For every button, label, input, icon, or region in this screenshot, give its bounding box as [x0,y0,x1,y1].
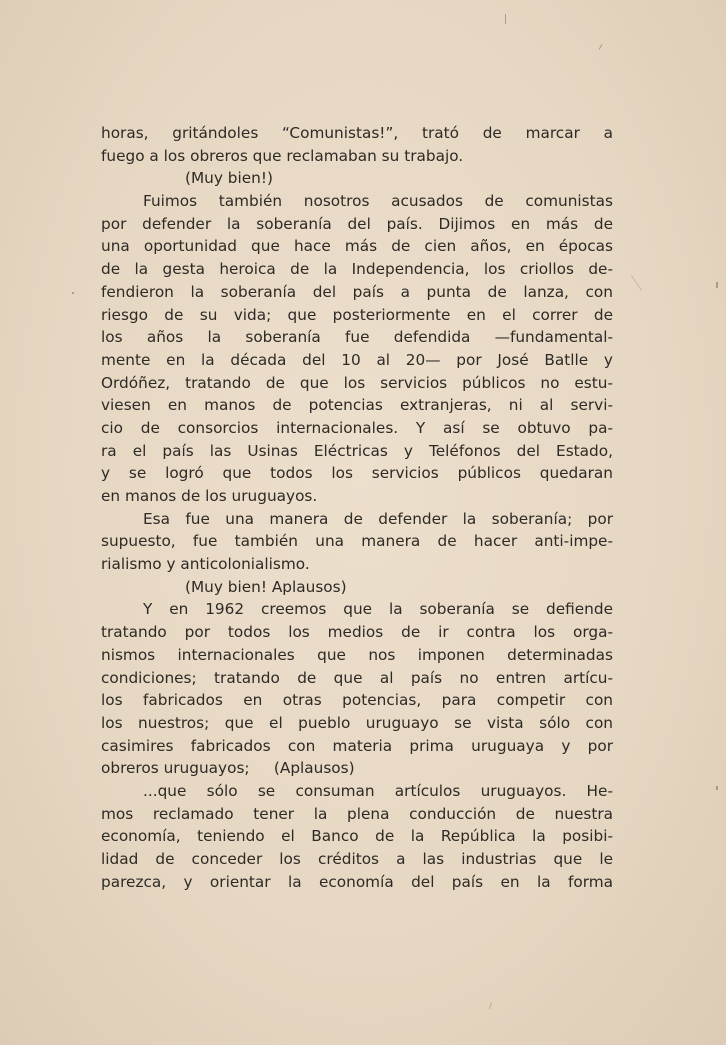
text-line: condiciones; tratando de que al país no entren artícu- [101,668,613,687]
paper-speck [716,282,718,288]
text-line: fendieron la soberanía del país a punta de lanza, con [101,282,613,301]
text-line: riesgo de su vida; que posteriormente en el correr de [101,305,613,324]
text-line: Fuimos también nosotros acusados de comunistas [143,192,613,211]
paper-speck [72,292,74,294]
text-line: horas, gritándoles “Comunistas!”, trató de marcar a [101,124,613,142]
text-line: fuego a los obreros que reclamaban su trabajo. [101,146,464,165]
text-line: los nuestros; que el pueblo uruguayo se vista sólo con [101,713,613,732]
text-line: casimires fabricados con materia prima uruguaya y por [101,736,613,755]
text-line: (Muy bien!) [185,169,273,188]
text-line: nismos internacionales que nos imponen determinadas [101,645,613,664]
text-line: mente en la década del 10 al 20— por José Batlle y [101,350,613,369]
text-line: en manos de los uruguayos. [101,487,318,505]
text-line: una oportunidad que hace más de cien años, en épocas [101,237,613,256]
paper-speck [599,44,603,50]
text-line: y se logró que todos los servicios públicos quedaran [101,464,613,483]
body-text [101,122,613,893]
paper-speck [505,14,506,24]
paper-speck [631,275,642,290]
text-line: economía, teniendo el Banco de la República la posibi- [101,827,613,846]
text-line: cio de consorcios internacionales. Y así se obtuvo pa- [101,418,613,437]
text-line: mos reclamado tener la plena conducción de nuestra [101,804,613,823]
text-line: lidad de conceder los créditos a las industrias que le [101,850,613,868]
text-line: tratando por todos los medios de ir contra los orga- [101,623,613,642]
text-line: supuesto, fue también una manera de hacer anti-impe- [101,532,613,551]
text-line: los fabricados en otras potencias, para competir con [101,691,613,710]
paper-speck [489,1002,492,1009]
text-line: los años la soberanía fue defendida —fundamental- [101,328,613,347]
text-line: Esa fue una manera de defender la soberanía; por [143,509,613,528]
paper-speck [716,786,718,790]
text-line: obreros uruguayos; (Aplausos) [101,759,355,778]
text-line: ra el país las Usinas Eléctricas y Teléfonos del Estado, [101,441,613,460]
text-line: Ordóñez, tratando de que los servicios públicos no estu- [101,373,613,392]
text-line: de la gesta heroica de la Independencia, los criollos de- [101,260,613,279]
text-line: por defender la soberanía del país. Dijimos en más de [101,214,613,233]
text-line: Y en 1962 creemos que la soberanía se defiende [143,600,613,619]
text-line: (Muy bien! Aplausos) [185,577,347,596]
text-line: ...que sólo se consuman artículos uruguayos. He- [143,781,613,800]
text-line: parezca, y orientar la economía del país en la forma [101,872,613,891]
text-line: rialismo y anticolonialismo. [101,555,310,574]
text-line: viesen en manos de potencias extranjeras, ni al servi- [101,396,613,415]
